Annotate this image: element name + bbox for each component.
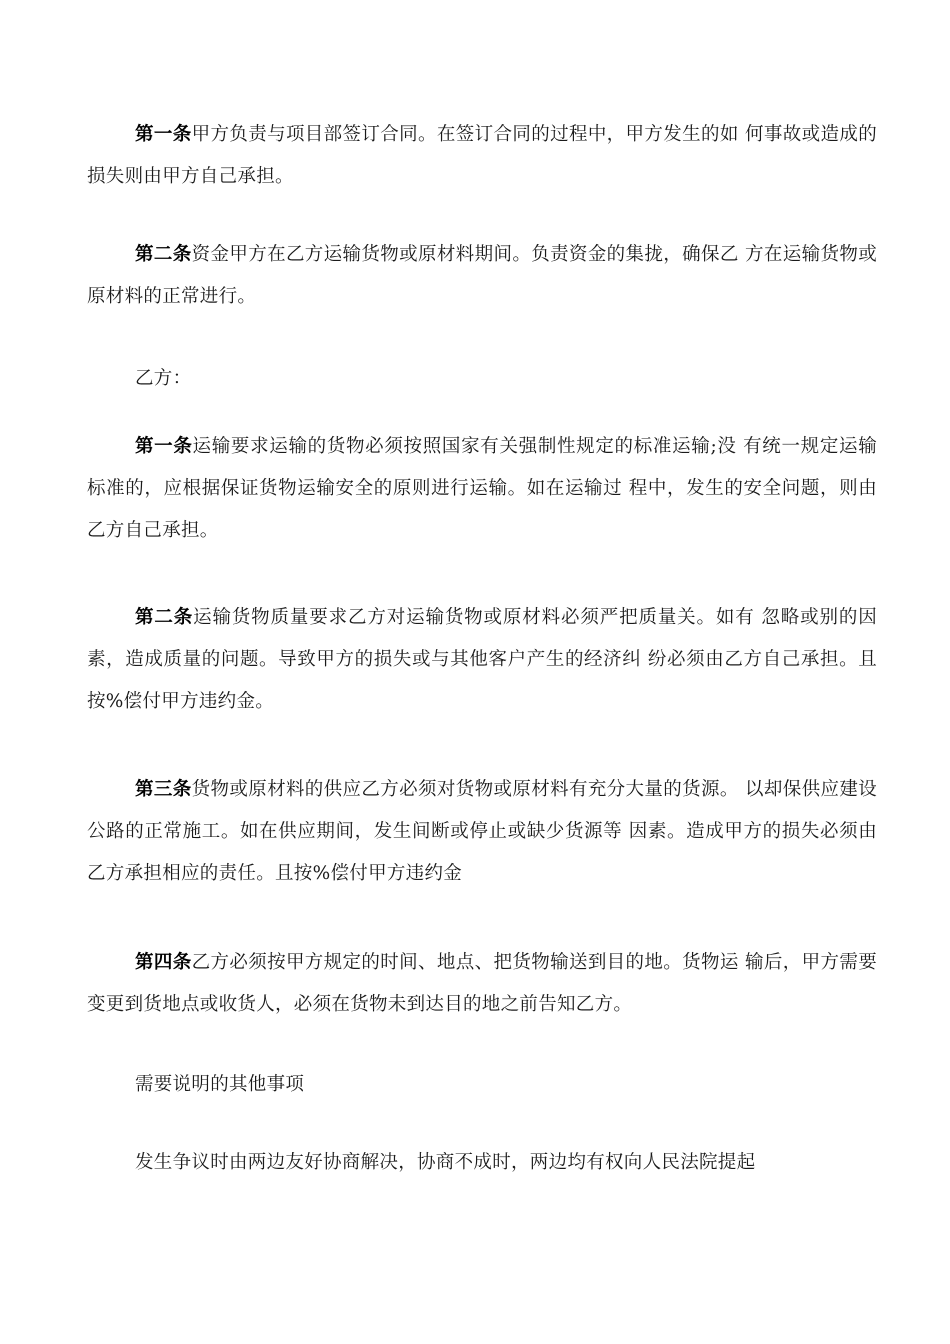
clause-number: 第四条 <box>135 952 192 973</box>
clause-number: 第一条 <box>135 124 192 145</box>
other-matters-heading: 需要说明的其他事项 <box>135 1074 305 1095</box>
clause-party-b-2 <box>87 597 877 723</box>
clause-party-a-1 <box>87 114 877 198</box>
clause-party-b-4 <box>87 942 877 1026</box>
clause-number: 第二条 <box>135 607 194 628</box>
clause-number: 第一条 <box>135 436 193 457</box>
clause-text: 资金甲方在乙方运输货物或原材料期间。负责资金的集拢，确保乙 方在运输货物或原材料的正常进行。 <box>87 244 878 307</box>
clause-number: 第三条 <box>135 779 192 800</box>
clause-party-a-2 <box>87 234 877 318</box>
clause-text: 甲方负责与项目部签订合同。在签订合同的过程中，甲方发生的如 何事故或造成的损失则由甲方自己承担。 <box>87 124 878 187</box>
clause-party-b-1 <box>87 426 877 552</box>
clause-number: 第二条 <box>135 244 192 265</box>
clause-text: 运输货物质量要求乙方对运输货物或原材料必须严把质量关。如有 忽略或别的因素，造成质量的问题。导致甲方的损失或与其他客户产生的经济纠 纷必须由乙方自己承担。且按%偿付甲方违约金。 <box>87 607 877 712</box>
party-b-heading: 乙方： <box>135 368 192 389</box>
dispute-resolution-text: 发生争议时由两边友好协商解决，协商不成时，两边均有权向人民法院提起 <box>135 1152 756 1173</box>
clause-party-b-3 <box>87 769 877 895</box>
clause-text: 运输要求运输的货物必须按照国家有关强制性规定的标准运输;没 有统一规定运输标准的，应根据保证货物运输安全的原则进行运输。如在运输过 程中，发生的安全问题，则由乙方自己承担。 <box>87 436 877 541</box>
clause-text: 乙方必须按甲方规定的时间、地点、把货物输送到目的地。货物运 输后，甲方需要变更到货地点或收货人，必须在货物未到达目的地之前告知乙方。 <box>87 952 878 1015</box>
clause-text: 货物或原材料的供应乙方必须对货物或原材料有充分大量的货源。 以却保供应建设公路的正常施工。如在供应期间，发生间断或停止或缺少货源等 因素。造成甲方的损失必须由乙方承担相应的责任。且按%偿付甲方违约金 <box>87 779 878 884</box>
